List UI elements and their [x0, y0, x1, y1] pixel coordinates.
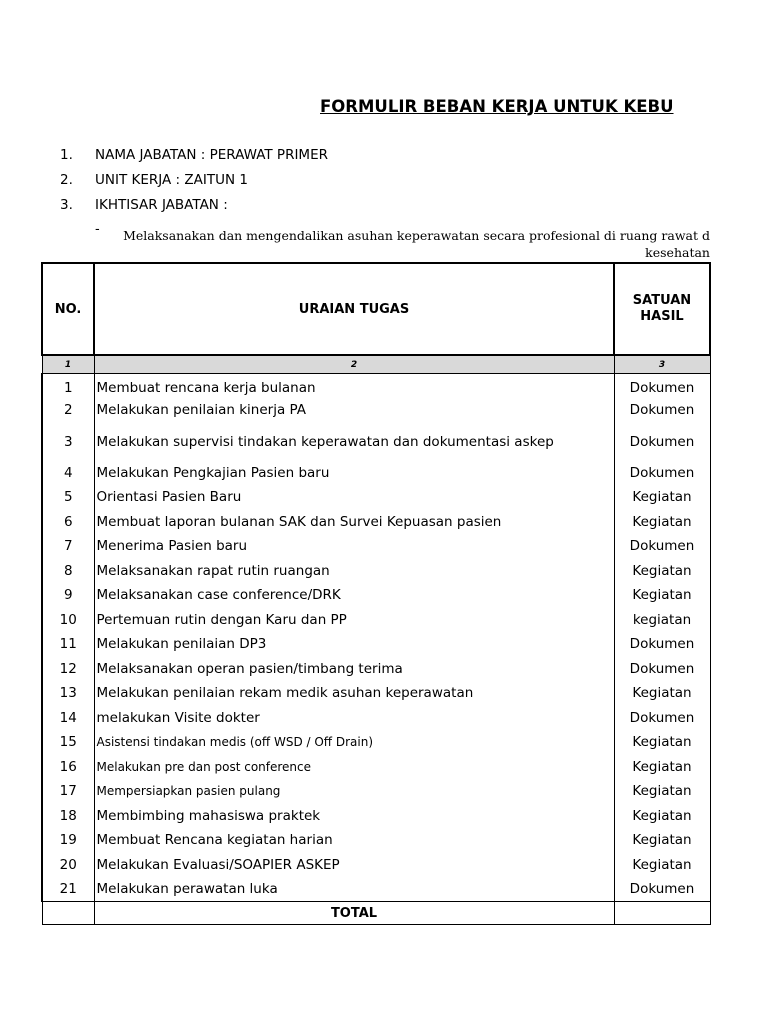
info-job-summary: [60, 197, 228, 213]
info-text: IKHTISAR JABATAN :: [95, 197, 228, 213]
row-unit: Kegiatan: [614, 730, 710, 755]
total-value-cell: [614, 902, 710, 925]
row-task: Melakukan perawatan luka: [94, 877, 614, 902]
row-number: 7: [42, 534, 94, 559]
row-unit: Kegiatan: [614, 853, 710, 878]
row-number: 1: [42, 374, 94, 399]
row-number: 12: [42, 657, 94, 682]
row-task: Melakukan supervisi tindakan keperawatan dan dokumentasi askep: [94, 423, 614, 461]
index-no: 1: [42, 355, 94, 374]
row-unit: Dokumen: [614, 423, 710, 461]
index-unit: 3: [614, 355, 710, 374]
summary-bullet: -: [95, 222, 100, 237]
row-task: Membuat laporan bulanan SAK dan Survei Kepuasan pasien: [94, 510, 614, 535]
table-row: [42, 423, 710, 461]
info-number: 3.: [60, 197, 73, 213]
row-task: Mempersiapkan pasien pulang: [94, 779, 614, 804]
total-row: [42, 902, 710, 925]
table-row: [42, 608, 710, 633]
row-number: 2: [42, 398, 94, 423]
workload-table: [41, 262, 711, 925]
row-unit: Kegiatan: [614, 485, 710, 510]
row-unit: Dokumen: [614, 374, 710, 399]
table-row: [42, 828, 710, 853]
row-unit: Dokumen: [614, 632, 710, 657]
row-unit: Kegiatan: [614, 583, 710, 608]
row-unit: kegiatan: [614, 608, 710, 633]
row-unit: Dokumen: [614, 461, 710, 486]
row-number: 9: [42, 583, 94, 608]
summary-line-1: Melaksanakan dan mengendalikan asuhan keperawatan secara profesional di ruang rawat d: [123, 228, 710, 243]
row-task: Melakukan penilaian rekam medik asuhan keperawatan: [94, 681, 614, 706]
row-task: Pertemuan rutin dengan Karu dan PP: [94, 608, 614, 633]
row-unit: Kegiatan: [614, 510, 710, 535]
table-row: [42, 877, 710, 902]
row-unit: Kegiatan: [614, 804, 710, 829]
row-number: 18: [42, 804, 94, 829]
row-task: Melakukan penilaian kinerja PA: [94, 398, 614, 423]
row-task: Menerima Pasien baru: [94, 534, 614, 559]
header-no: NO.: [42, 263, 94, 355]
row-task: Membimbing mahasiswa praktek: [94, 804, 614, 829]
row-unit: Kegiatan: [614, 559, 710, 584]
row-task: Melakukan pre dan post conference: [94, 755, 614, 780]
row-task: Membuat Rencana kegiatan harian: [94, 828, 614, 853]
info-text: NAMA JABATAN : PERAWAT PRIMER: [95, 147, 328, 163]
row-unit: Dokumen: [614, 706, 710, 731]
row-unit: Dokumen: [614, 657, 710, 682]
table-row: [42, 853, 710, 878]
table-row: [42, 706, 710, 731]
row-number: 14: [42, 706, 94, 731]
table-row: [42, 583, 710, 608]
row-task: Melakukan penilaian DP3: [94, 632, 614, 657]
row-number: 4: [42, 461, 94, 486]
row-number: 16: [42, 755, 94, 780]
table-row: [42, 657, 710, 682]
row-number: 15: [42, 730, 94, 755]
info-number: 2.: [60, 172, 73, 188]
row-unit: Dokumen: [614, 398, 710, 423]
row-number: 11: [42, 632, 94, 657]
row-number: 8: [42, 559, 94, 584]
table-row: [42, 485, 710, 510]
summary-line-2: kesehatan: [645, 244, 710, 260]
header-unit: [614, 263, 710, 355]
row-number: 19: [42, 828, 94, 853]
row-unit: Kegiatan: [614, 828, 710, 853]
table-row: [42, 779, 710, 804]
row-task: Melaksanakan case conference/DRK: [94, 583, 614, 608]
row-number: 17: [42, 779, 94, 804]
form-title: FORMULIR BEBAN KERJA UNTUK KEBU: [320, 97, 674, 116]
index-task: 2: [94, 355, 614, 374]
table-row: [42, 398, 710, 423]
row-task: Melakukan Evaluasi/SOAPIER ASKEP: [94, 853, 614, 878]
info-job-title: [60, 147, 328, 163]
row-task: Asistensi tindakan medis (off WSD / Off Drain): [94, 730, 614, 755]
row-task: Orientasi Pasien Baru: [94, 485, 614, 510]
row-unit: Dokumen: [614, 534, 710, 559]
row-number: 3: [42, 423, 94, 461]
row-number: 5: [42, 485, 94, 510]
row-number: 21: [42, 877, 94, 902]
total-label: TOTAL: [94, 902, 614, 925]
table-row: [42, 730, 710, 755]
total-no-cell: [42, 902, 94, 925]
row-task: Melaksanakan operan pasien/timbang terima: [94, 657, 614, 682]
row-unit: Kegiatan: [614, 755, 710, 780]
table-header-row: [42, 263, 710, 355]
info-number: 1.: [60, 147, 73, 163]
table-row: [42, 632, 710, 657]
table-row: [42, 559, 710, 584]
row-number: 10: [42, 608, 94, 633]
table-row: [42, 374, 710, 399]
header-task: URAIAN TUGAS: [94, 263, 614, 355]
row-task: melakukan Visite dokter: [94, 706, 614, 731]
row-task: Membuat rencana kerja bulanan: [94, 374, 614, 399]
row-unit: Kegiatan: [614, 779, 710, 804]
info-work-unit: [60, 172, 248, 188]
table-row: [42, 681, 710, 706]
header-unit-line2: HASIL: [640, 309, 684, 324]
column-index-row: [42, 355, 710, 374]
table-row: [42, 534, 710, 559]
table-row: [42, 510, 710, 535]
table-row: [42, 755, 710, 780]
job-summary-text: [120, 228, 710, 261]
header-unit-line1: SATUAN: [632, 293, 692, 308]
row-number: 13: [42, 681, 94, 706]
row-number: 20: [42, 853, 94, 878]
table-row: [42, 804, 710, 829]
info-text: UNIT KERJA : ZAITUN 1: [95, 172, 248, 188]
row-unit: Kegiatan: [614, 681, 710, 706]
row-task: Melaksanakan rapat rutin ruangan: [94, 559, 614, 584]
row-unit: Dokumen: [614, 877, 710, 902]
row-task: Melakukan Pengkajian Pasien baru: [94, 461, 614, 486]
row-number: 6: [42, 510, 94, 535]
table-row: [42, 461, 710, 486]
